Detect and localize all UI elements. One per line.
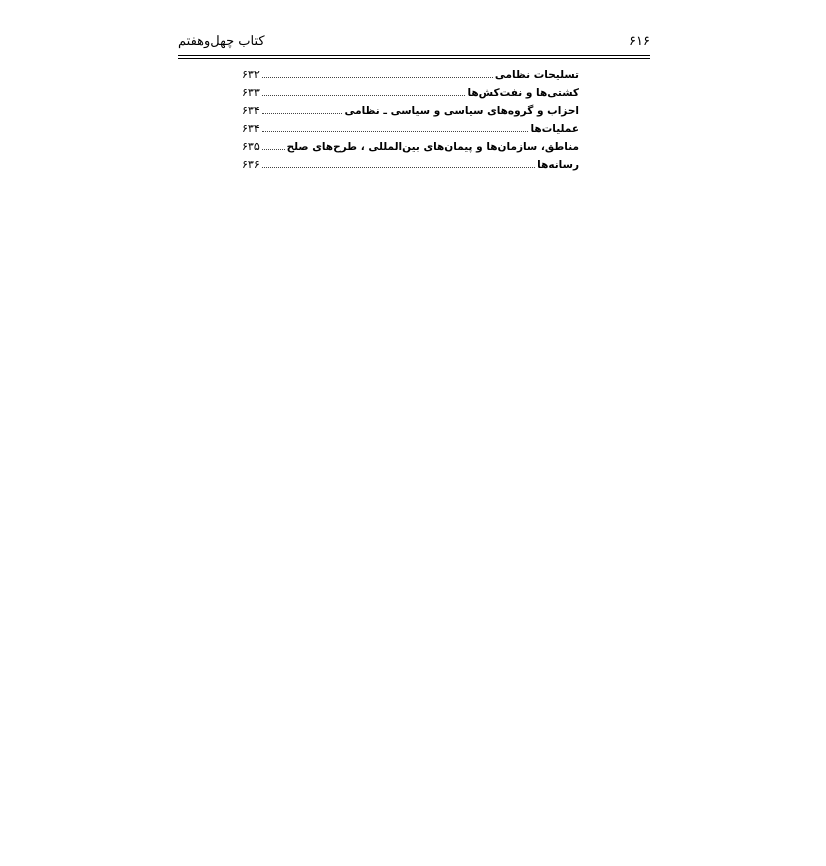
table-of-contents [242, 66, 579, 174]
header-rule-bottom [178, 58, 650, 59]
running-head-title: کتاب چهل‌وهفتم [178, 34, 265, 49]
toc-entry-title: مناطق، سازمان‌ها و پیمان‌های بین‌المللی ، طرح‌های صلح [286, 141, 579, 153]
dot-leader [262, 95, 466, 96]
toc-entry [242, 138, 579, 156]
dot-leader [262, 149, 285, 150]
toc-page-number: ۶۳۳ [242, 86, 260, 99]
dot-leader [262, 167, 535, 168]
header-rule-top [178, 55, 650, 56]
toc-entry-title: رسانه‌ها [537, 159, 579, 171]
toc-page-number: ۶۳۲ [242, 68, 260, 81]
toc-entry-title: عملیات‌ها [530, 123, 579, 135]
toc-entry-title: تسلیحات نظامی [494, 69, 579, 81]
toc-entry-title: کشتی‌ها و نفت‌کش‌ها [467, 87, 579, 99]
toc-page-number: ۶۳۴ [242, 104, 260, 117]
dot-leader [262, 131, 529, 132]
toc-entry [242, 66, 579, 84]
toc-page-number: ۶۳۶ [242, 158, 260, 171]
page-number: ۶۱۶ [629, 34, 650, 49]
toc-entry [242, 102, 579, 120]
toc-entry [242, 156, 579, 174]
toc-entry [242, 120, 579, 138]
toc-entry [242, 84, 579, 102]
dot-leader [262, 77, 493, 78]
toc-entry-title: احزاب و گروه‌های سیاسی و سیاسی ـ نظامی [344, 105, 579, 117]
toc-page-number: ۶۳۵ [242, 140, 260, 153]
page-header [178, 34, 650, 56]
toc-page-number: ۶۳۴ [242, 122, 260, 135]
dot-leader [262, 113, 343, 114]
